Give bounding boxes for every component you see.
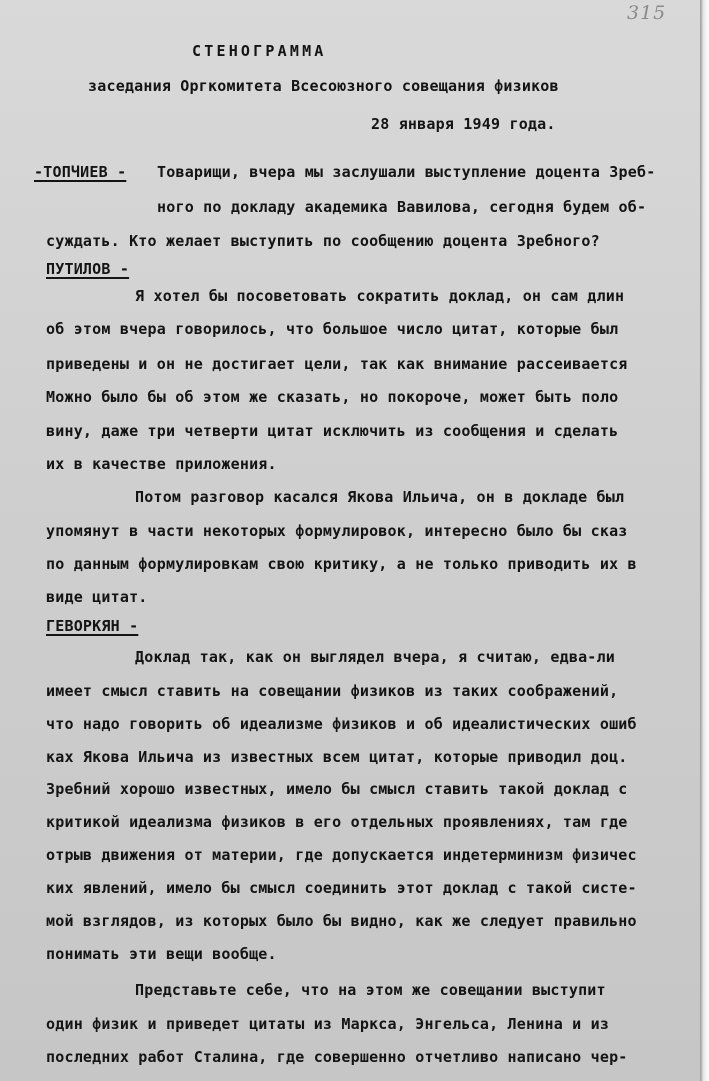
speech-line: вину, даже три четверти цитат исключить из сообщения и сделать <box>46 422 619 440</box>
speech-line: приведены и он не достигает цели, так как внимание рассеивается <box>46 355 628 373</box>
speech-line: Представьте себе, что на этом же совещании выступит <box>135 981 606 999</box>
speech-line: имеет смысл ставить на совещании физиков из таких соображений, <box>46 682 619 700</box>
page-number: 315 <box>627 2 667 24</box>
speech-line: Зребний хорошо известных, имело бы смысл ставить такой доклад с <box>46 780 628 798</box>
speech-line: отрыв движения от материи, где допускается индетерминизм физичес <box>46 846 637 864</box>
speech-line: об этом вчера говорилось, что большое число цитат, которые был <box>46 320 619 338</box>
speaker-name: -ТОПЧИЕВ - <box>34 163 127 181</box>
speech-line: по данным формулировкам свою критику, а не только приводить их в <box>46 555 637 573</box>
speaker-name: ПУТИЛОВ - <box>46 260 130 278</box>
speech-line: Потом разговор касался Якова Ильича, он в докладе был <box>135 488 625 506</box>
speaker-name: ГЕВОРКЯН - <box>46 617 139 635</box>
speech-line: критикой идеализма физиков в его отдельных проявлениях, там где <box>46 813 628 831</box>
speech-line: один физик и приведет цитаты из Маркса, Энгельса, Ленина и из <box>46 1015 610 1033</box>
speech-line: ких явлений, имело бы смысл соединить этот доклад с такой систе- <box>46 879 637 897</box>
speech-line: мой взглядов, из которых было бы видно, как же следует правильно <box>46 912 637 930</box>
speech-line: последних работ Сталина, где совершенно отчетливо написано чер- <box>46 1048 628 1066</box>
speech-line: виде цитат. <box>46 588 148 606</box>
speech-line: ках Якова Ильича из известных всем цитат, которые приводил доц. <box>46 748 628 766</box>
paper-edge <box>700 0 709 1081</box>
speech-line: их в качестве приложения. <box>46 455 277 473</box>
speech-line: суждать. Кто желает выступить по сообщению доцента Зребного? <box>46 232 600 250</box>
speech-line: Товарищи, вчера мы заслушали выступление доцента Зреб- <box>157 163 656 181</box>
speech-line: понимать эти вещи вообще. <box>46 945 277 963</box>
speech-line: упомянут в части некоторых формулировок, интересно было бы сказ <box>46 522 628 540</box>
speech-line: Доклад так, как он выглядел вчера, я считаю, едва-ли <box>135 648 615 666</box>
speech-line: Я хотел бы посоветовать сократить доклад, он сам длин <box>135 287 625 305</box>
document-date: 28 января 1949 года. <box>371 115 556 133</box>
document-title: СТЕНОГРАММА <box>192 42 327 60</box>
document-subtitle: заседания Оргкомитета Всесоюзного совещания физиков <box>88 77 559 95</box>
speech-line: Можно было бы об этом же сказать, но покороче, может быть поло <box>46 388 619 406</box>
speech-line: что надо говорить об идеализме физиков и об идеалистических ошиб <box>46 715 637 733</box>
speech-line: ного по докладу академика Вавилова, сегодня будем об- <box>157 198 647 216</box>
